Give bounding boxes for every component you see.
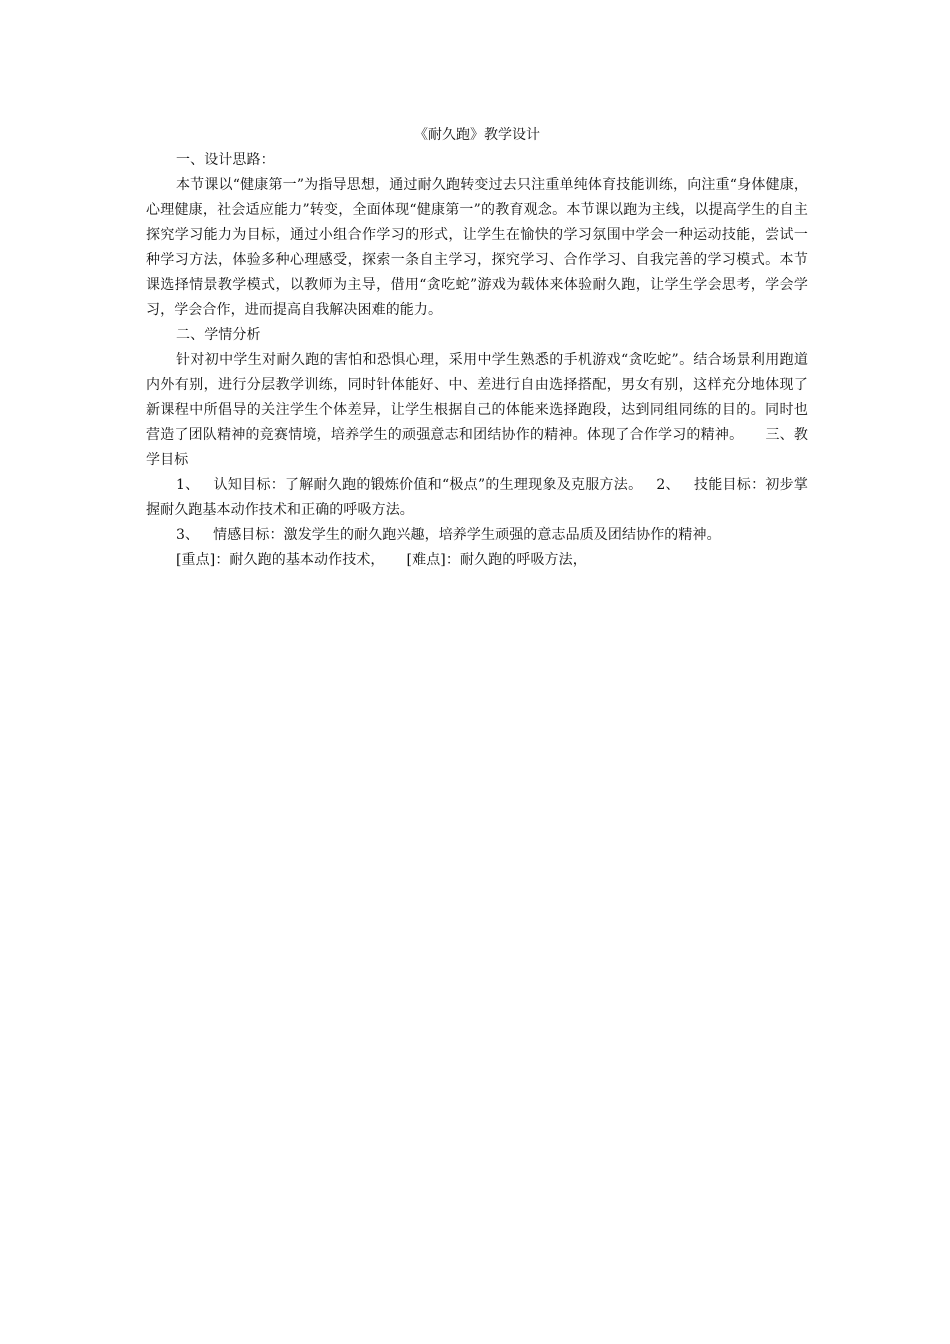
document-page (146, 122, 808, 573)
key-point: [重点]：耐久跑的基本动作技术， (176, 552, 385, 568)
section1-heading: 一、设计思路： (176, 152, 275, 168)
section2-body (146, 348, 808, 473)
goal2-text: 技能目标：初步掌握耐久跑基本动作技术和正确的呼吸方法。 (146, 477, 808, 518)
document-title: 《耐久跑》教学设计 (414, 127, 540, 143)
difficult-point: [难点]：耐久跑的呼吸方法， (406, 552, 587, 568)
goal3-text: 情感目标：激发学生的耐久跑兴趣，培养学生顽强的意志品质及团结协作的精神。 (213, 527, 721, 543)
section1-body: 本节课以“健康第一”为指导思想，通过耐久跑转变过去只注重单纯体育技能训练，向注重“身体健康，心理健康，社会适应能力”转变，全面体现“健康第一”的教育观念。本节课以跑为主线，以提高学生的自主探究学习能力为目标，通过小组合作学习的形式，让学生在愉快的学习氛围中学会一种运动技能，尝试一种学习方法，体验多种心理感受，探索一条自主学习，探究学习、合作学习、自我完善的学习模式。本节课选择情景教学模式，以教师为主导，借用“贪吃蛇”游戏为载体来体验耐久跑，让学生学会思考，学会学习，学会合作，进而提高自我解决困难的能力。 (146, 177, 808, 318)
section3-heading: 三、教学目标 (146, 427, 808, 468)
goal3-number: 3、 (176, 527, 200, 543)
section2-body-text: 针对初中学生对耐久跑的害怕和恐惧心理，采用中学生熟悉的手机游戏“贪吃蛇”。结合场景利用跑道内外有别，进行分层教学训练，同时针体能好、中、差进行自由选择搭配，男女有别，这样充分地体现了新课程中所倡导的关注学生个体差异，让学生根据自己的体能来选择跑段，达到同组同练的目的。同时也营造了团队精神的竞赛情境，培养学生的顽强意志和团结协作的精神。体现了合作学习的精神。 (146, 352, 808, 443)
goals-1-2 (146, 473, 808, 523)
section2-heading: 二、学情分析 (176, 327, 261, 343)
goal-3 (146, 523, 808, 548)
goal1-number: 1、 (176, 477, 200, 493)
key-difficult-points (146, 548, 808, 573)
goal2-number: 2、 (656, 477, 680, 493)
goal1-text: 认知目标：了解耐久跑的锻炼价值和“极点”的生理现象及克服方法。 (213, 477, 643, 493)
